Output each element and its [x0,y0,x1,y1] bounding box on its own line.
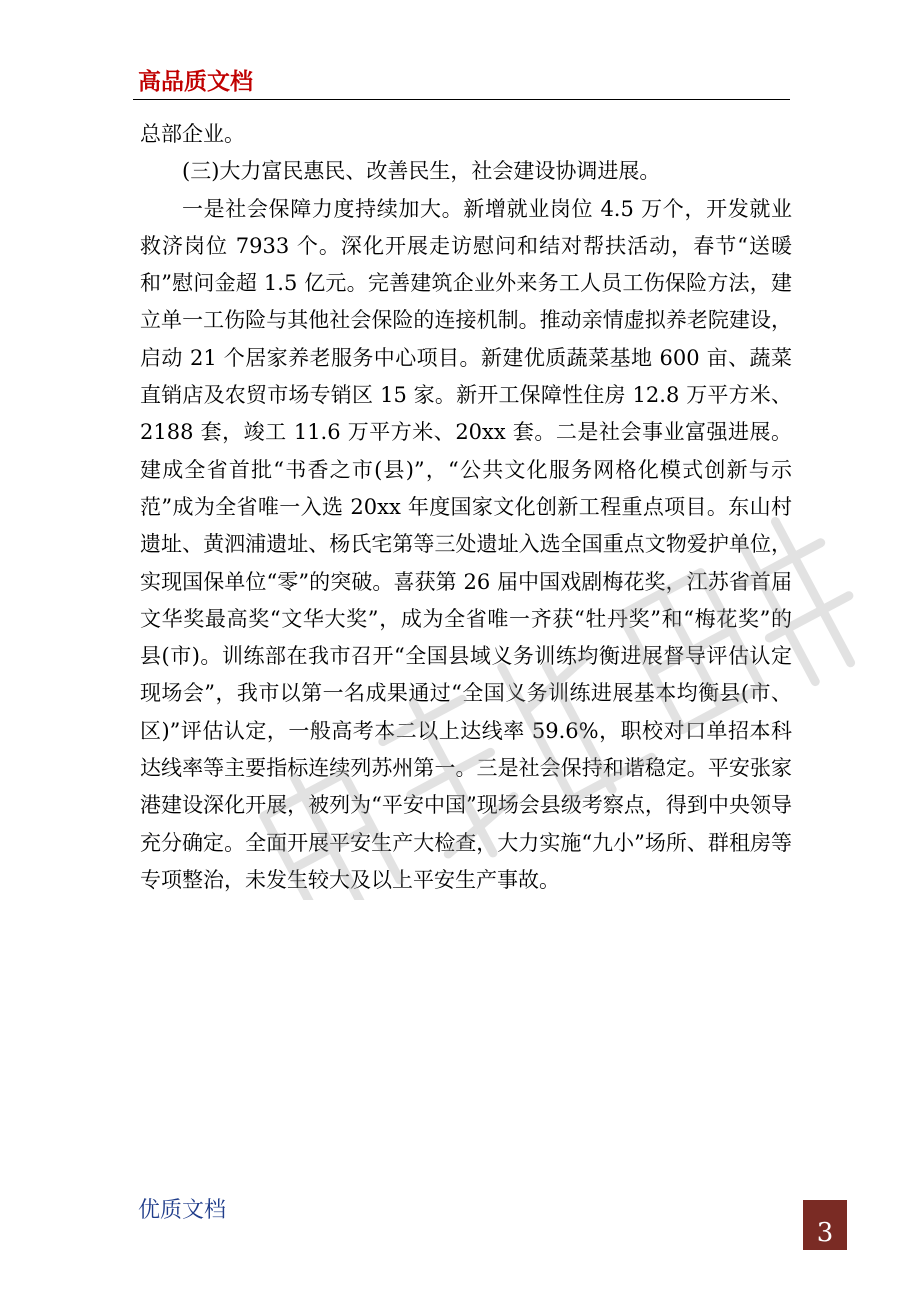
paragraph-3: 一是社会保障力度持续加大。新增就业岗位 4.5 万个，开发就业救济岗位 7933 个。深化开展走访慰问和结对帮扶活动，春节“送暖和”慰问金超 1.5 亿元。完善建筑企业外来务工人员工伤保险方法，建立单一工伤险与其他社会保险的连接机制。推动亲情虚拟养老院建设，启动 21 个居家养老服务中心项目。新建优质蔬菜基地 600 亩、蔬菜直销店及农贸市场专销区 15 家。新开工保障性住房 12.8 万平方米、2188 套，竣工 11.6 万平方米、20xx 套。二是社会事业富强进展。建成全省首批“书香之市(县)”，“公共文化服务网格化模式创新与示范”成为全省唯一入选 20xx 年度国家文化创新工程重点项目。东山村遗址、黄泗浦遗址、杨氏宅第等三处遗址入选全国重点文物爱护单位，实现国保单位“零”的突破。喜获第 26 届中国戏剧梅花奖，江苏省首届文华奖最高奖“文华大奖”，成为全省唯一齐获“牡丹奖”和“梅花奖”的县(市)。训练部在我市召开“全国县域义务训练均衡进展督导评估认定现场会”，我市以第一名成果通过“全国义务训练进展基本均衡县(市、区)”评估认定，一般高考本二以上达线率 59.6%，职校对口单招本科达线率等主要指标连续列苏州第一。三是社会保持和谐稳定。平安张家港建设深化开展，被列为“平安中国”现场会县级考察点，得到中央领导充分确定。全面开展平安生产大检查，大力实施“九小”场所、群租房等专项整治，未发生较大及以上平安生产事故。 [140,196,792,892]
header-divider [133,99,790,100]
header-title: 高品质文档 [138,69,253,95]
footer-label: 优质文档 [138,1198,227,1223]
page-number: 3 [816,1218,834,1248]
paragraph-2: (三)大力富民惠民、改善民生，社会建设协调进展。 [182,159,661,184]
document-body [140,116,792,899]
paragraph-1: 总部企业。 [140,122,245,146]
page-number-badge [803,1200,847,1250]
